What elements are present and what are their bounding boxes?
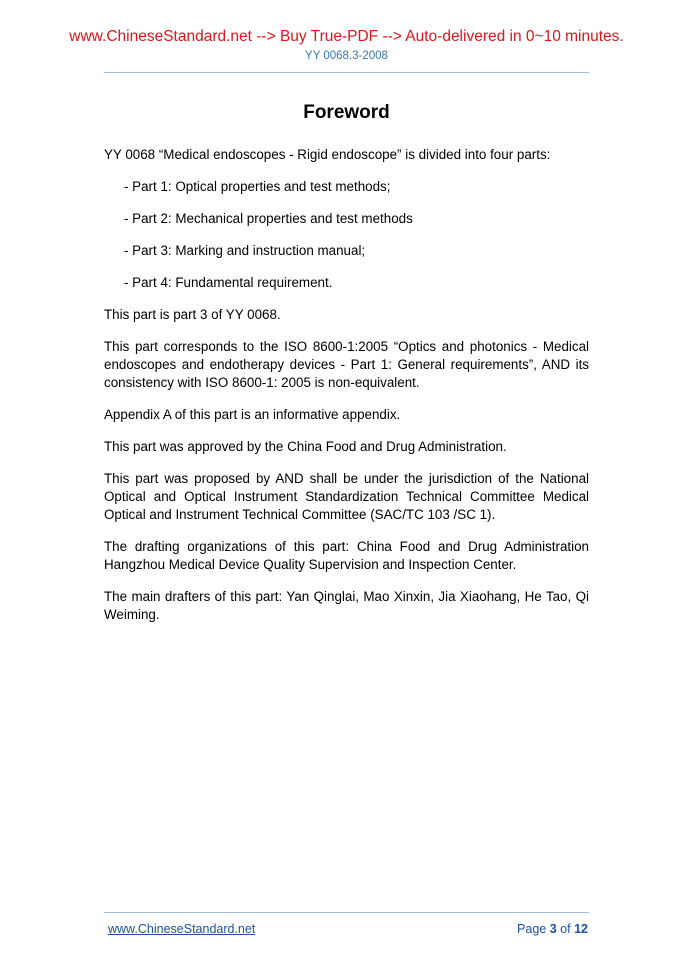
page-label: Page <box>517 922 547 936</box>
list-item-part-3: - Part 3: Marking and instruction manual; <box>124 243 366 258</box>
header-banner-link[interactable]: www.ChineseStandard.net --> Buy True-PDF --> Auto-delivered in 0~10 minutes. <box>69 28 624 45</box>
page-of-label: of <box>560 922 571 936</box>
paragraph-approval: This part was approved by the China Food and Drug Administration. <box>104 439 507 454</box>
list-item-part-2: - Part 2: Mechanical properties and test methods <box>124 211 413 226</box>
intro-paragraph: YY 0068 “Medical endoscopes - Rigid endoscope” is divided into four parts: <box>104 147 551 162</box>
page-title: Foreword <box>303 102 390 123</box>
page-indicator <box>517 922 588 936</box>
paragraph-proposal: This part was proposed by AND shall be under the jurisdiction of the National Optical and Optical Instrument Standardization Technical Committee Medical Optical and Instrument Technical Committee (SAC/TC 103 /SC 1). <box>104 471 589 522</box>
footer-website-link[interactable]: www.ChineseStandard.net <box>108 922 256 936</box>
header-divider <box>104 72 589 73</box>
paragraph-drafting-organizations: The drafting organizations of this part: China Food and Drug Administration Hangzhou Medical Device Quality Supervision and Inspection Center. <box>104 539 589 572</box>
paragraph-drafters: The main drafters of this part: Yan Qinglai, Mao Xinxin, Jia Xiaohang, He Tao, Qi Weiming. <box>104 589 589 622</box>
page-total-number: 12 <box>574 922 588 936</box>
list-item-part-1: - Part 1: Optical properties and test methods; <box>124 179 391 194</box>
document-code: YY 0068.3-2008 <box>305 50 388 62</box>
paragraph-part-number: This part is part 3 of YY 0068. <box>104 307 281 322</box>
page-current-number: 3 <box>549 922 557 936</box>
document-body <box>104 146 589 638</box>
paragraph-correspondence: This part corresponds to the ISO 8600-1:2005 “Optics and photonics - Medical endoscopes and endotherapy devices - Part 1: General requirements”, AND its consistency with ISO 8600-1: 2005 is non-equivalent. <box>104 339 589 390</box>
footer-divider <box>104 912 589 913</box>
list-item-part-4: - Part 4: Fundamental requirement. <box>124 275 333 290</box>
paragraph-appendix: Appendix A of this part is an informative appendix. <box>104 407 401 422</box>
